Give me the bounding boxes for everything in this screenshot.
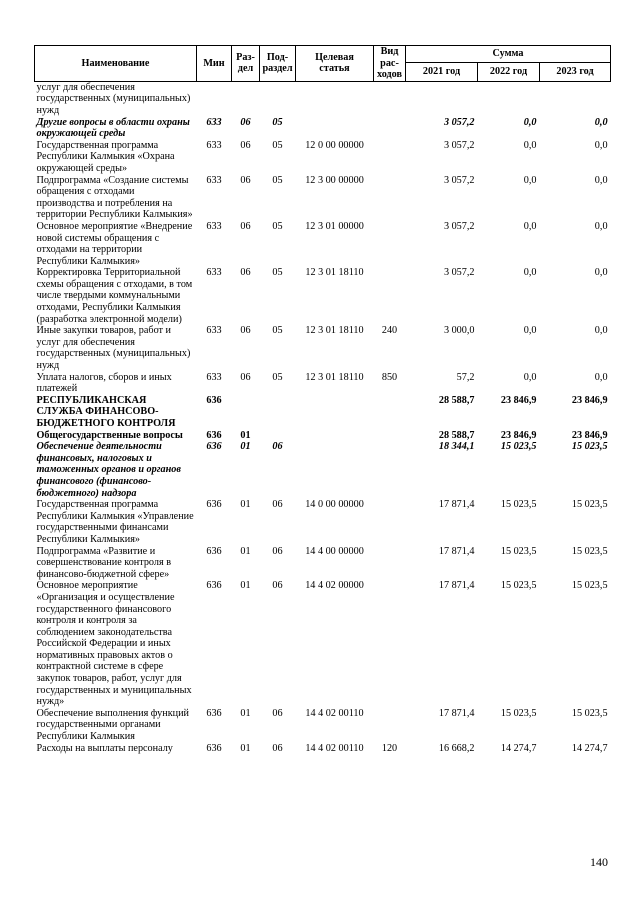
row-name: Корректировка Территориальной схемы обращения с отходами, в том числе твердыми коммунальными отходами, Республики Калмыкия (разработка электронной модели): [36, 267, 193, 325]
row-sum-2021: 3 057,2: [443, 116, 475, 128]
row-sum-2021: 3 000,0: [443, 325, 475, 337]
row-sum-2023: 0,0: [594, 220, 608, 232]
table-row: [35, 708, 611, 743]
row-sum-2021: 3 057,2: [443, 139, 475, 151]
row-sum-2021: 3 057,2: [443, 174, 475, 186]
row-target-article: 14 4 00 00000: [305, 545, 364, 557]
row-ministry: 633: [206, 220, 222, 232]
row-expense-type: [374, 140, 406, 175]
row-section: [232, 81, 260, 116]
row-section: [232, 395, 260, 430]
row-ministry: 633: [206, 325, 222, 337]
row-target-article: 14 4 02 00110: [305, 742, 364, 754]
table-row: [35, 441, 611, 499]
row-sum-2023: 15 023,5: [571, 707, 608, 719]
row-ministry: 636: [206, 580, 222, 592]
row-ministry: 636: [206, 545, 222, 557]
row-sum-2021: 57,2: [456, 371, 475, 383]
row-expense-type: 850: [381, 371, 398, 383]
header-target-article: Целевая статья: [296, 46, 374, 82]
header-year-2022: 2022 год: [478, 62, 540, 81]
row-target-article: 12 3 01 18110: [305, 371, 364, 383]
header-section: Раз- дел: [232, 46, 260, 82]
row-section: 01: [240, 707, 251, 719]
row-target-article: [296, 81, 374, 116]
row-name: Иные закупки товаров, работ и услуг для обеспечения государственных (муниципальных) нужд: [36, 325, 191, 372]
row-name: Другие вопросы в области охраны окружающей среды: [36, 116, 190, 140]
row-ministry: 633: [206, 139, 222, 151]
row-expense-type: [374, 430, 406, 442]
row-sum-2023: 0,0: [594, 139, 608, 151]
header-sum: Сумма: [406, 46, 611, 63]
row-sum-2021: 28 588,7: [438, 429, 475, 441]
row-name: Подпрограмма «Развитие и совершенствование контроля в финансово-бюджетной сфере»: [36, 545, 172, 580]
row-section: 06: [240, 371, 251, 383]
row-target-article: [296, 395, 374, 430]
row-expense-type: [374, 81, 406, 116]
row-sum-2023: 0,0: [594, 325, 608, 337]
row-sum-2023: 23 846,9: [571, 429, 608, 441]
row-expense-type: 240: [381, 325, 398, 337]
row-sum-2022: 0,0: [523, 325, 537, 337]
table-row: [35, 580, 611, 708]
row-ministry: 636: [206, 429, 222, 441]
row-sum-2021: 3 057,2: [443, 220, 475, 232]
row-subsection: 05: [272, 116, 283, 128]
row-sum-2022: 0,0: [523, 220, 537, 232]
row-ministry: 636: [206, 441, 222, 453]
header-expense-type: Вид рас- ходов: [374, 46, 406, 82]
header-name: Наименование: [35, 46, 197, 82]
row-subsection: 05: [272, 174, 283, 186]
table-row: [35, 81, 611, 116]
row-section: 06: [240, 220, 251, 232]
row-name: Основное мероприятие «Внедрение новой системы обращения с отходами на территории Республики Калмыкия»: [36, 220, 193, 267]
row-name: Обеспечение выполнения функций государственными органами Республики Калмыкия: [36, 707, 189, 743]
row-section: 06: [240, 267, 251, 279]
row-sum-2023: 15 023,5: [571, 545, 608, 557]
row-section: 01: [240, 742, 251, 754]
row-sum-2022: 15 023,5: [500, 545, 537, 557]
row-sum-2021: 3 057,2: [443, 267, 475, 279]
row-expense-type: [374, 221, 406, 267]
row-sum-2021: 16 668,2: [438, 742, 475, 754]
row-section: 01: [240, 499, 251, 511]
row-sum-2021: 28 588,7: [438, 394, 475, 406]
row-name: Общегосударственные вопросы: [36, 429, 183, 441]
budget-table: [34, 45, 611, 754]
table-row: [35, 117, 611, 140]
page-number: 140: [590, 855, 608, 869]
header-year-2023: 2023 год: [540, 62, 611, 81]
row-subsection: 06: [272, 441, 283, 453]
row-ministry: 636: [206, 394, 222, 406]
row-expense-type: [374, 267, 406, 325]
table-row: [35, 395, 611, 430]
header-ministry: Мин: [197, 46, 232, 82]
row-expense-type: [374, 395, 406, 430]
row-sum-2022: 0,0: [523, 174, 537, 186]
row-sum-2022: 15 023,5: [500, 707, 537, 719]
row-target-article: [296, 430, 374, 442]
row-sum-2021: 17 871,4: [438, 707, 475, 719]
row-section: 01: [240, 429, 251, 441]
row-sum-2021: 17 871,4: [438, 499, 475, 511]
row-sum-2022: 23 846,9: [500, 429, 537, 441]
row-sum-2021: 17 871,4: [438, 580, 475, 592]
table-row: [35, 175, 611, 221]
row-name: Государственная программа Республики Калмыкия «Охрана окружающей среды»: [36, 139, 175, 174]
row-target-article: 12 3 01 18110: [305, 267, 364, 279]
row-sum-2022: 23 846,9: [500, 394, 537, 406]
row-target-article: 12 3 00 00000: [305, 174, 364, 186]
row-section: 01: [240, 580, 251, 592]
row-sum-2023: 0,0: [594, 267, 608, 279]
row-target-article: 12 3 01 00000: [305, 220, 364, 232]
row-sum-2023: 0,0: [594, 371, 608, 383]
row-ministry: [197, 81, 232, 116]
row-name: Подпрограмма «Создание системы обращения с отходами производства и потребления на территории Республики Калмыкия»: [36, 174, 193, 221]
row-section: 06: [240, 174, 251, 186]
row-target-article: [296, 441, 374, 499]
row-sum-2023: 15 023,5: [571, 499, 608, 511]
table-row: [35, 743, 611, 755]
row-ministry: 633: [206, 371, 222, 383]
row-target-article: [296, 117, 374, 140]
row-expense-type: [374, 546, 406, 581]
row-sum-2022: 0,0: [523, 116, 537, 128]
row-name: Обеспечение деятельности финансовых, налоговых и таможенных органов и органов финансового (финансово-бюджетного) надзора: [36, 441, 181, 499]
row-section: 01: [240, 441, 251, 453]
table-row: [35, 140, 611, 175]
header-subsection: Под- раздел: [260, 46, 296, 82]
row-name: Уплата налогов, сборов и иных платежей: [36, 371, 172, 395]
row-sum-2023: 15 023,5: [571, 580, 608, 592]
row-sum-2021: 18 344,1: [438, 441, 475, 453]
table-row: [35, 221, 611, 267]
row-ministry: 633: [206, 174, 222, 186]
row-sum-2022: 15 023,5: [500, 580, 537, 592]
row-section: 06: [240, 139, 251, 151]
row-sum-2023: [540, 81, 611, 116]
table-body: [35, 81, 611, 754]
row-sum-2022: 0,0: [523, 139, 537, 151]
row-subsection: 05: [272, 139, 283, 151]
row-subsection: 05: [272, 267, 283, 279]
row-sum-2022: 15 023,5: [500, 441, 537, 453]
table-row: [35, 267, 611, 325]
row-sum-2022: [478, 81, 540, 116]
table-row: [35, 499, 611, 545]
row-expense-type: [374, 117, 406, 140]
row-expense-type: [374, 499, 406, 545]
row-sum-2023: 23 846,9: [571, 394, 608, 406]
row-subsection: 06: [272, 707, 283, 719]
row-sum-2022: 0,0: [523, 371, 537, 383]
table-row: [35, 372, 611, 395]
row-ministry: 636: [206, 499, 222, 511]
row-section: 06: [240, 116, 251, 128]
table-row: [35, 430, 611, 442]
row-name: РЕСПУБЛИКАНСКАЯ СЛУЖБА ФИНАНСОВО-БЮДЖЕТНОГО КОНТРОЛЯ: [36, 394, 176, 429]
row-sum-2023: 0,0: [594, 174, 608, 186]
row-name: Основное мероприятие «Организация и осуществление государственного финансового контроля и контроля за соблюдением законодательства Российской Федерации и иных нормативных правовых актов о контрактной системе в сфере закупок товаров, работ, услуг для государственных и муниципальных нужд»: [36, 580, 192, 708]
row-ministry: 633: [206, 267, 222, 279]
row-section: 01: [240, 545, 251, 557]
row-subsection: 05: [272, 325, 283, 337]
row-target-article: 14 4 02 00000: [305, 580, 364, 592]
row-subsection: 05: [272, 371, 283, 383]
row-sum-2022: 15 023,5: [500, 499, 537, 511]
row-name: Расходы на выплаты персоналу: [36, 742, 173, 754]
row-sum-2021: [406, 81, 478, 116]
row-subsection: [260, 395, 296, 430]
row-ministry: 636: [206, 742, 222, 754]
row-ministry: 636: [206, 707, 222, 719]
row-sum-2022: 14 274,7: [500, 742, 537, 754]
row-section: 06: [240, 325, 251, 337]
row-subsection: 05: [272, 220, 283, 232]
row-target-article: 14 0 00 00000: [305, 499, 364, 511]
row-target-article: 12 3 01 18110: [305, 325, 364, 337]
row-subsection: [260, 430, 296, 442]
row-target-article: 12 0 00 00000: [305, 139, 364, 151]
row-sum-2022: 0,0: [523, 267, 537, 279]
header-year-2021: 2021 год: [406, 62, 478, 81]
row-subsection: 06: [272, 545, 283, 557]
row-name: Государственная программа Республики Калмыкия «Управление государственными финансами Республики Калмыкия»: [36, 499, 194, 545]
table-header: [35, 46, 611, 82]
row-expense-type: [374, 580, 406, 708]
row-expense-type: [374, 441, 406, 499]
row-sum-2021: 17 871,4: [438, 545, 475, 557]
row-sum-2023: 0,0: [594, 116, 608, 128]
row-subsection: 06: [272, 499, 283, 511]
table-row: [35, 325, 611, 371]
row-ministry: 633: [206, 116, 222, 128]
table-row: [35, 546, 611, 581]
row-expense-type: [374, 175, 406, 221]
row-name: услуг для обеспечения государственных (муниципальных) нужд: [36, 81, 191, 116]
row-expense-type: 120: [381, 742, 398, 754]
row-subsection: [260, 81, 296, 116]
row-sum-2023: 15 023,5: [571, 441, 608, 453]
row-target-article: 14 4 02 00110: [305, 707, 364, 719]
budget-table-sheet: [34, 45, 610, 754]
row-sum-2023: 14 274,7: [571, 742, 608, 754]
row-expense-type: [374, 708, 406, 743]
row-subsection: 06: [272, 742, 283, 754]
row-subsection: 06: [272, 580, 283, 592]
